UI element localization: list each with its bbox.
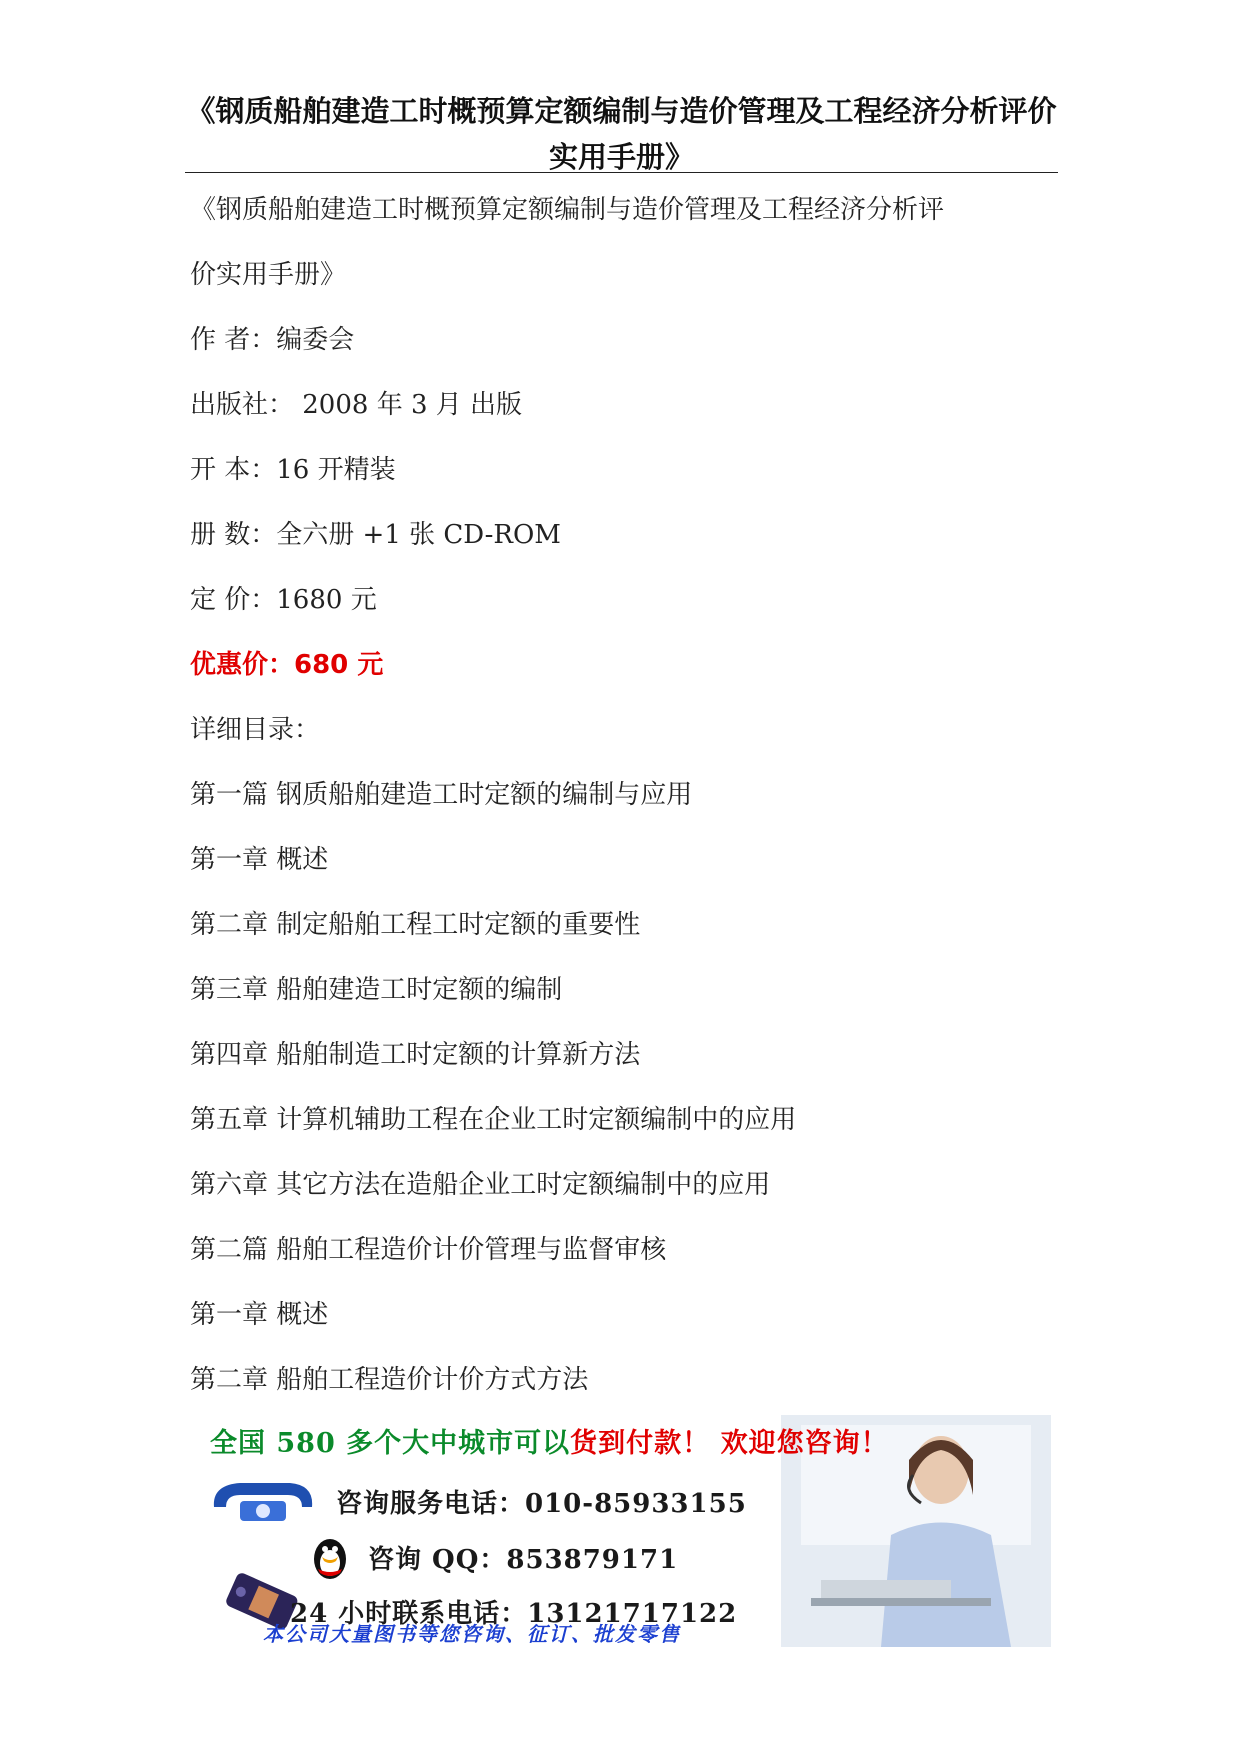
ad-phone: 咨询服务电话：010-85933155 [336, 1489, 747, 1519]
toc-item: 第一章 概述 [190, 845, 329, 875]
toc-item: 第五章 计算机辅助工程在企业工时定额编制中的应用 [190, 1105, 797, 1135]
ad-headline-part-3: 欢迎您咨询！ [710, 1428, 889, 1459]
toc-item: 第六章 其它方法在造船企业工时定额编制中的应用 [190, 1170, 771, 1200]
volumes-line: 册 数：全六册 +1 张 CD-ROM [190, 520, 561, 550]
header-rule [185, 172, 1058, 173]
book-title-line-1: 《钢质船舶建造工时概预算定额编制与造价管理及工程经济分析评 [190, 195, 945, 225]
toc-item: 第一章 概述 [190, 1300, 329, 1330]
advertisement-banner [208, 1415, 1051, 1647]
publisher-line: 出版社： 2008 年 3 月 出版 [190, 390, 523, 420]
ad-qq: 咨询 QQ：853879171 [368, 1545, 679, 1575]
toc-item: 第一篇 钢质船舶建造工时定额的编制与应用 [190, 780, 693, 810]
ad-headline [210, 1421, 889, 1460]
special-price-line: 优惠价：680 元 [190, 650, 384, 680]
toc-item: 第三章 船舶建造工时定额的编制 [190, 975, 563, 1005]
ad-mobile: 24 小时联系电话：13121717122 [290, 1599, 738, 1629]
ad-headline-part-1: 全国 580 多个大中城市可以 [210, 1428, 571, 1459]
document-body [190, 190, 1070, 1425]
price-line: 定 价：1680 元 [190, 585, 377, 615]
toc-item: 第二章 船舶工程造价计价方式方法 [190, 1365, 589, 1395]
book-title-line-2: 价实用手册》 [190, 260, 347, 290]
ad-headline-cod: 货到付款！ [570, 1428, 711, 1459]
telephone-icon [210, 1477, 318, 1523]
author-line: 作 者：编委会 [190, 325, 355, 355]
toc-item: 第二章 制定船舶工程工时定额的重要性 [190, 910, 641, 940]
format-line: 开 本：16 开精装 [190, 455, 396, 485]
page-header-title: 《钢质船舶建造工时概预算定额编制与造价管理及工程经济分析评价实用手册》 [186, 94, 1057, 174]
qq-penguin-icon [306, 1533, 354, 1581]
toc-heading: 详细目录： [190, 715, 321, 745]
ad-footer-slogan: 本公司大量图书等您咨询、征订、批发零售 [263, 1622, 681, 1646]
toc-item: 第四章 船舶制造工时定额的计算新方法 [190, 1040, 641, 1070]
toc-item: 第二篇 船舶工程造价计价管理与监督审核 [190, 1235, 667, 1265]
